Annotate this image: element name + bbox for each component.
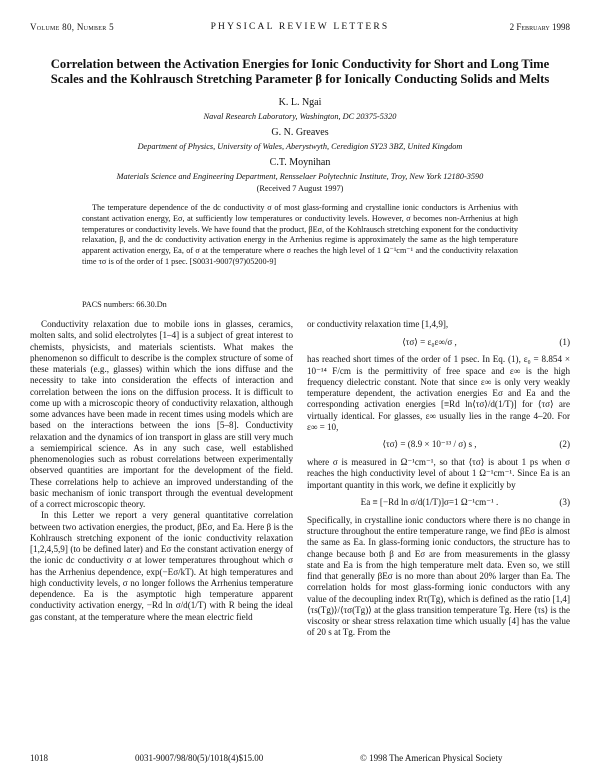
author-affiliation: Materials Science and Engineering Department, Rensselaer Polytechnic Institute, Troy, New York 12180-3590 xyxy=(116,172,484,181)
article-code: 0031-9007/98/80(5)/1018(4)$15.00 xyxy=(135,753,264,763)
equation-body: ⟨τσ⟩ = (8.9 × 10⁻¹³ / σ) s , xyxy=(382,439,477,450)
author-affiliation: Naval Research Laboratory, Washington, DC 20375-5320 xyxy=(203,112,397,121)
title-line-2: Scales and the Kohlrausch Stretching Parameter β for Ionically Conducting Solids and Melts xyxy=(50,72,550,86)
equation-3 xyxy=(307,493,570,513)
body-paragraph: has reached short times of the order of 1 psec. In Eq. (1), ε₀ = 8.854 × 10⁻¹⁴ F/cm is the permittivity of free space and ε∞ is the high frequency dielectric constant. Note that since ε∞ is only very weakly temperature dependent, the activation energies Eσ and Ea and the corresponding activation energies [≡Rd ln⟨τσ⟩/d(1/T)] for ⟨τσ⟩ are virtually identical. For glasses, ε∞ usually lies in the range 4–20. For ε∞ = 10, xyxy=(307,354,570,432)
left-column xyxy=(30,319,293,623)
author-name: G. N. Greaves xyxy=(271,127,329,138)
volume-label: Volume 80, Number 5 xyxy=(30,22,114,32)
issue-date: 2 February 1998 xyxy=(509,22,570,32)
equation-body: ⟨τσ⟩ = ε₀ε∞/σ , xyxy=(402,336,457,347)
equation-number: (2) xyxy=(559,439,570,450)
author-affiliation: Department of Physics, University of Wales, Aberystwyth, Ceredigion SY23 3BZ, United Kingdom xyxy=(137,142,463,151)
author-name: C.T. Moynihan xyxy=(269,157,331,168)
equation-1 xyxy=(307,332,570,352)
article-title xyxy=(30,57,570,87)
body-paragraph: Specifically, in crystalline ionic conductors where there is no change in structure throughout the entire temperature range, we find βEσ is almost the same as Ea. In glass-forming ionic conductors, the structure has to change because both β and Eσ are from measurements in the glassy state and Ea is from the high temperature melt data. Even so, we still find that generally βEσ is no more than about 20% larger than Ea. The correlation holds for most glass-forming ionic conductors with any value of the decoupling index Rτ(Tg), which is defined as the ratio [1,4] ⟨τs(Tg)⟩/⟨τσ(Tg)⟩ at the glass transition temperature Tg. Here ⟨τs⟩ is the viscosity or shear stress relaxation time which usually [4] has the value of 20 s at Tg. From the xyxy=(307,514,570,638)
copyright-notice: © 1998 The American Physical Society xyxy=(360,753,503,763)
right-column xyxy=(307,319,570,639)
equation-number: (3) xyxy=(559,497,570,508)
equation-2 xyxy=(307,435,570,455)
body-paragraph: Conductivity relaxation due to mobile ions in glasses, ceramics, molten salts, and solid electrolytes [1–4] is a subject of great interest to chemists, physicists, and materials scientists. What makes the phenomenon so difficult to describe is the complex structure of some of these materials (e.g., glasses) within which the ions diffuse and the necessity to take into consideration the effects of interaction and correlation between the ions on the diffusion process. It is difficult to come up with a microscopic theory of conductivity relaxation, although some advances have been made in recent times using models which are based on the interactions between the ions [5–8]. Conductivity relaxation and the dynamics of ion transport in glass are still very much a semiempirical science. As in any such case, well established phenomenologies such as robust correlations between experimentally observed quantities are important for the development of the field. These correlations help to achieve an improved understanding of the basic mechanism of ionic transport through the eventual development of a correct microscopic theory. xyxy=(30,319,293,509)
page-footer xyxy=(30,753,570,765)
body-paragraph: or conductivity relaxation time [1,4,9], xyxy=(307,319,449,329)
body-paragraph: In this Letter we report a very general quantitative correlation between two activation energies, the product, βEσ, and Ea. Here β is the Kohlrausch stretching exponent of the ionic conductivity relaxation [1,2,4,5,9] (to be defined later) and Eσ the constant activation energy of the ionic dc conductivity σ at lower temperatures throughout which σ has the Arrhenius dependence, exp(−Eσ/kT). At high temperatures and high conductivity levels, σ no longer follows the Arrhenius temperature dependence. Ea is the asymptotic high temperature apparent conductivity activation energy, −Rd ln σ/d(1/T) with R being the ideal gas constant, at the temperature where the mean electric field xyxy=(30,510,293,622)
author-name: K. L. Ngai xyxy=(278,97,322,108)
running-header xyxy=(30,22,570,36)
pacs-numbers: PACS numbers: 66.30.Dn xyxy=(82,300,167,309)
page-number: 1018 xyxy=(30,753,48,763)
body-paragraph: where σ is measured in Ω⁻¹cm⁻¹, so that ⟨τσ⟩ is about 1 ps when σ reaches the high conductivity level of about 1 Ω⁻¹cm⁻¹. Since Ea is an important quantity in this work, we define it explicitly by xyxy=(307,457,570,490)
received-date: (Received 7 August 1997) xyxy=(256,184,344,193)
abstract: The temperature dependence of the dc conductivity σ of most glass-forming and crystalline ionic conductors is Arrhenius with constant activation energy, Eσ, at sufficiently low temperatures or conductivity levels. However, σ becomes non-Arrhenius at high temperatures or conductivity levels. We have found that the product, βEσ, of the Kohlrausch stretching exponent for the conductivity relaxation, β, and the dc conductivity activation energy in the Arrhenius regime is approximately the same as the high temperature apparent activation energy, Ea, of σ at the temperature where σ reaches the high level of 1 Ω⁻¹cm⁻¹ and the conductivity relaxation time τσ is of the order of 1 psec. [S0031-9007(97)05200-9] xyxy=(82,203,518,266)
journal-name: PHYSICAL REVIEW LETTERS xyxy=(210,22,390,32)
equation-body: Ea ≡ [−Rd ln σ/d(1/T)]σ=1 Ω⁻¹cm⁻¹ . xyxy=(360,497,499,508)
equation-number: (1) xyxy=(559,336,570,347)
title-line-1: Correlation between the Activation Energies for Ionic Conductivity for Short and Long Time xyxy=(50,57,550,71)
